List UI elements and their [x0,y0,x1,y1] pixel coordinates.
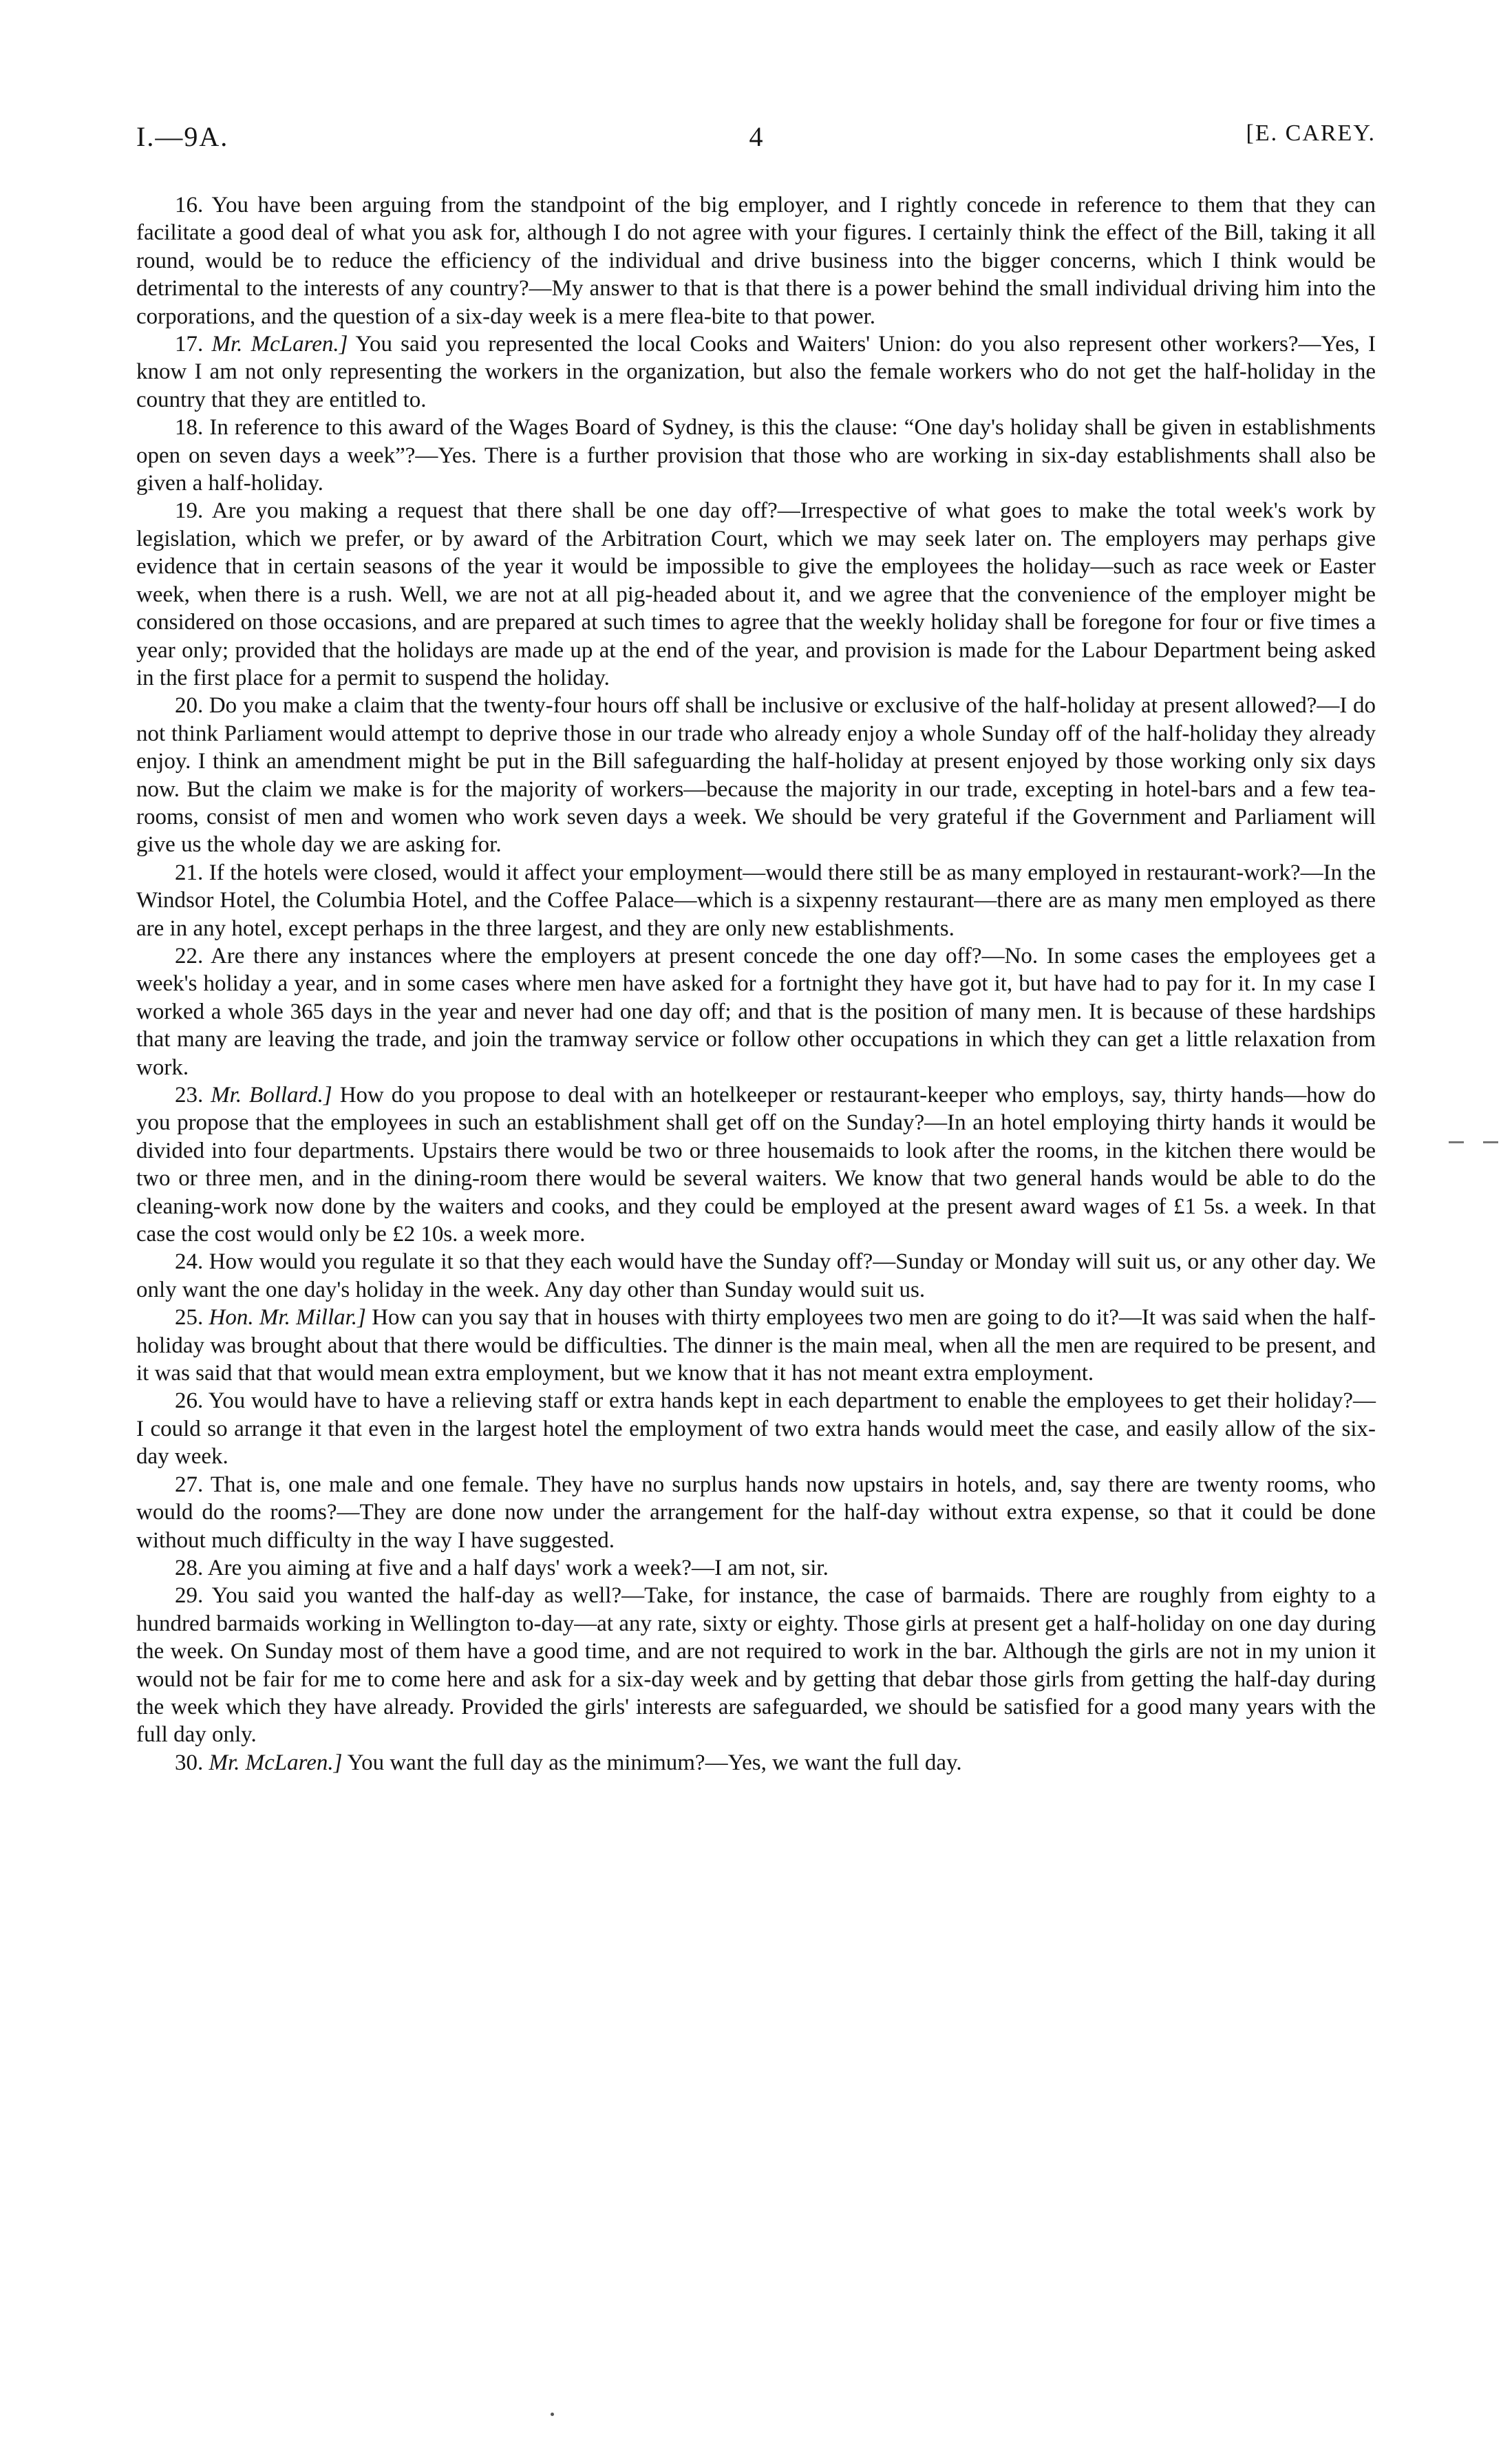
speaker-name: Mr. Bollard.] [211,1083,332,1108]
question-29 [136,1582,1376,1748]
question-number: 18. [175,415,204,441]
page-speck [551,2413,554,2416]
question-27 [136,1471,1376,1554]
question-20 [136,692,1376,858]
question-number: 24. [175,1249,204,1275]
speaker-name: Hon. Mr. Millar.] [209,1305,366,1331]
question-text: You said you wanted the half-day as well?—Take, for instance, the case of barmaids. There are roughly from eighty to a hundred barmaids working in Wellington to-day—at any rate, sixty or eighty. Those girls at present get a half-holiday on one day during the week. On Sunday most of them have a good time, and are not required to work in the bar. Although the girls are not in my union it would not be fair for me to come here and ask for a six-day week and by getting that debar those girls from getting the half-day during the week which they have already. Provided the girls' interests are safeguarded, we should be satisfied for a good many years with the full day only. [136,1583,1376,1748]
question-text: In reference to this award of the Wages Board of Sydney, is this the clause: “One day's holiday shall be given in establishments open on seven days a week”?—Yes. There is a further provision that those who are working in six-day establishments shall also be given a half-holiday. [136,415,1376,496]
question-number: 16. [175,193,204,218]
question-text: How can you say that in houses with thirty employees two men are going to do it?—It was said when the half-holiday was brought about that there would be difficulties. The dinner is the main meal, when all the men are required to be present, and it was said that that would mean extra employment, but we know that it has not meant extra employment. [136,1305,1376,1386]
question-text: If the hotels were closed, would it affect your employment—would there still be as many employed in restaurant-work?—In the Windsor Hotel, the Columbia Hotel, and the Coffee Palace—which is a sixpenny restaurant—there are as many men employed as there are in any hotel, except perhaps in the three largest, and they are only new establishments. [136,860,1376,941]
question-22 [136,942,1376,1081]
witness-name: [E. CAREY. [1246,120,1376,146]
question-number: 19. [175,498,204,524]
question-number: 25. [175,1305,204,1331]
page-header [136,120,1376,162]
question-28 [136,1554,1376,1582]
question-number: 21. [175,860,204,885]
question-text: Are you aiming at five and a half days' work a week?—I am not, sir. [207,1555,829,1580]
question-text: That is, one male and one female. They have no surplus hands now upstairs in hotels, and, say there are twenty rooms, who would do the rooms?—They are done now under the arrangement for the half-day without extra expense, so that it could be done without much difficulty in the way I have suggested. [136,1472,1376,1553]
question-text: You want the full day as the minimum?—Yes, we want the full day. [347,1750,962,1775]
question-text: You have been arguing from the standpoint of the big employer, and I rightly concede in reference to them that they can facilitate a good deal of what you ask for, although I do not agree with your figures. I certainly think the effect of the Bill, taking it all round, would be to reduce the efficiency of the individual and drive business into the bigger concerns, which I think would be detrimental to the interests of any country?—My answer to that is that there is a power behind the small individual driving him into the corporations, and the question of a six-day week is a mere flea-bite to that power. [136,193,1376,329]
question-26 [136,1387,1376,1470]
question-text: How do you propose to deal with an hotelkeeper or restaurant-keeper who employs, say, thirty hands—how do you propose that the employees in such an establishment shall get off on the Sunday?—In an hotel employing thirty hands it would be divided into four departments. Upstairs there would be two or three housemaids to look after the rooms, in the kitchen there would be two or three men, and in the dining-room there would be several waiters. We know that two general hands would be able to do the cleaning-work now done by the waiters and cooks, and they could be employed at the present award wages of £1 5s. a week. In that case the cost would only be £2 10s. a week more. [136,1083,1376,1247]
question-21 [136,859,1376,942]
question-text: Do you make a claim that the twenty-four hours off shall be inclusive or exclusive of the half-holiday at present allowed?—I do not think Parliament would attempt to deprive those in our trade who already enjoy a whole Sunday off of the half-holiday they already enjoy. I think an amendment might be put in the Bill safeguarding the half-holiday at present enjoyed by those working only six days now. But the claim we make is for the majority of workers—because the majority in our trade, excepting in hotel-bars and a few tea-rooms, consist of men and women who work seven days a week. We should be very grateful if the Government and Parliament will give us the whole day we are asking for. [136,693,1376,858]
question-text: Are there any instances where the employers at present concede the one day off?—No. In some cases the employees get a week's holiday a year, and in some cases where men have asked for a fortnight they have got it, but have had to pay for it. In my case I worked a whole 365 days in the year and never had one day off; and that is the position of many men. It is because of these hardships that many are leaving the trade, and join the tramway service or follow other occupations in which they can get a little relaxation from work. [136,943,1376,1080]
question-25 [136,1304,1376,1387]
document-page [136,0,1376,2447]
question-text: You said you represented the local Cooks and Waiters' Union: do you also represent other workers?—Yes, I know I am not only representing the workers in the organization, but also the female workers who do not get the half-holiday in the country that they are entitled to. [136,332,1376,412]
question-number: 17. [175,332,204,357]
question-17 [136,330,1376,414]
question-16 [136,191,1376,330]
question-text: Are you making a request that there shall be one day off?—Irrespective of what goes to make the total week's work by legislation, which we prefer, or by award of the Arbitration Court, which we may seek later on. The employers may perhaps give evidence that in certain seasons of the year it would be impossible to give the employees the holiday—such as race week or Easter week, when there is a rush. Well, we are not at all pig-headed about it, and we agree that the convenience of the employer might be considered on those occasions, and are prepared at such times to agree that the weekly holiday shall be foregone for four or five times a year only; provided that the holidays are made up at the end of the year, and provision is made for the Labour Department being asked in the first place for a permit to suspend the holiday. [136,498,1376,690]
question-19 [136,497,1376,692]
question-23 [136,1081,1376,1248]
question-30 [136,1749,1376,1777]
question-number: 26. [175,1388,204,1414]
question-number: 23. [175,1083,204,1108]
question-number: 29. [175,1583,204,1609]
question-text: How would you regulate it so that they each would have the Sunday off?—Sunday or Monday will suit us, or any other day. We only want the one day's holiday in the week. Any day other than Sunday would suit us. [136,1249,1376,1302]
question-number: 22. [175,943,204,968]
question-number: 30. [175,1750,204,1775]
question-24 [136,1248,1376,1304]
question-number: 20. [175,693,204,719]
question-text: You would have to have a relieving staff or extra hands kept in each department to enable the employees to get their holiday?—I could so arrange it that even in the largest hotel the employment of two extra hands would meet the case, and easily allow of the six-day week. [136,1388,1376,1470]
paper-reference: I.—9A. [136,121,229,152]
page-number: 4 [749,121,763,152]
speaker-name: Mr. McLaren.] [209,1750,343,1775]
margin-mark [1449,1141,1464,1143]
question-number: 28. [175,1555,204,1580]
speaker-name: Mr. McLaren.] [211,332,348,357]
question-18 [136,414,1376,497]
question-number: 27. [175,1472,204,1497]
margin-mark [1483,1141,1498,1143]
evidence-body [136,191,1376,1777]
